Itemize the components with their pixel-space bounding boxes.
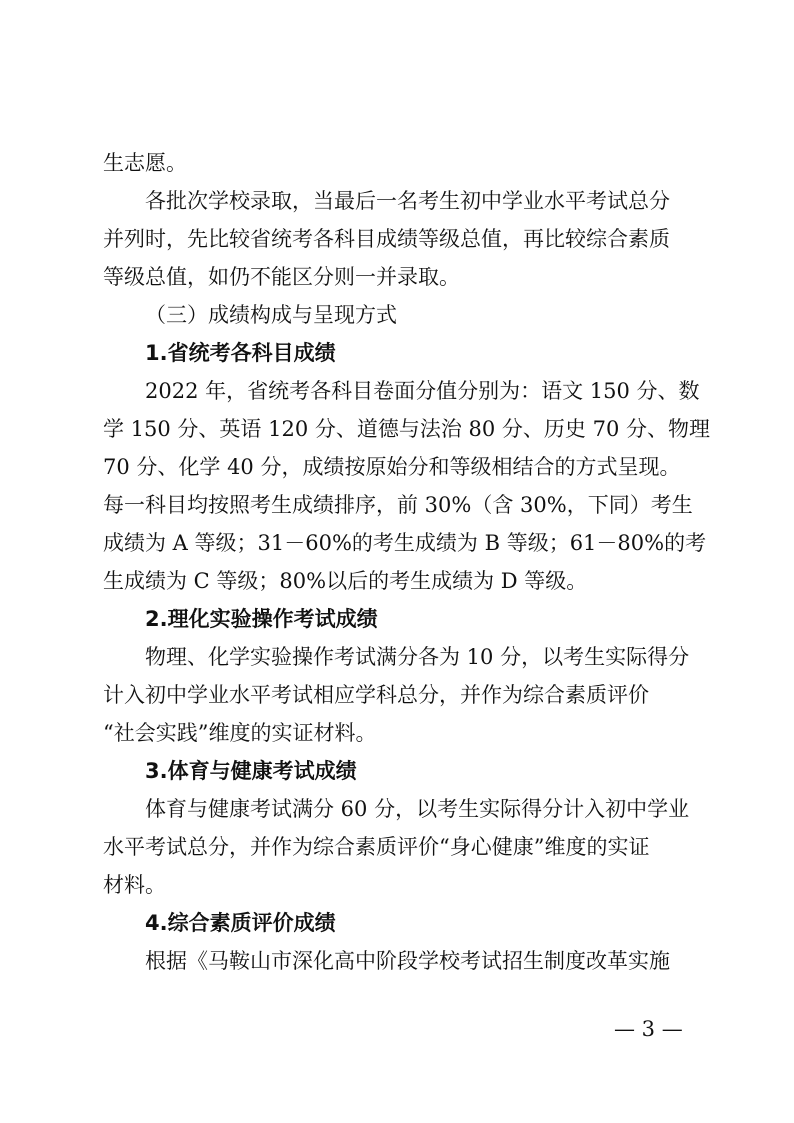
section-heading: （三）成绩构成与呈现方式 [145,303,397,327]
paragraph-line: 水平考试总分，并作为综合素质评价“身心健康”维度的实证 [103,835,650,859]
paragraph-line: 生成绩为 C 等级；80%以后的考生成绩为 D 等级。 [103,569,588,593]
paragraph-line: 生志愿。 [103,151,187,175]
subsection-heading: 1.省统考各科目成绩 [145,341,336,365]
paragraph-line: 各批次学校录取，当最后一名考生初中学业水平考试总分 [145,189,670,213]
paragraph-line: 2022 年，省统考各科目卷面分值分别为：语文 150 分、数 [145,379,700,403]
paragraph-line: “社会实践”维度的实证材料。 [103,721,377,745]
paragraph-line: 根据《马鞍山市深化高中阶段学校考试招生制度改革实施 [145,949,670,973]
paragraph-line: 计入初中学业水平考试相应学科总分，并作为综合素质评价 [103,683,649,707]
paragraph-line: 每一科目均按照考生成绩排序，前 30%（含 30%，下同）考生 [103,493,693,517]
paragraph-line: 体育与健康考试满分 60 分，以考生实际得分计入初中学业 [145,797,690,821]
subsection-heading: 4.综合素质评价成绩 [145,911,336,935]
subsection-heading: 2.理化实验操作考试成绩 [145,607,378,631]
paragraph-line: 学 150 分、英语 120 分、道德与法治 80 分、历史 70 分、物理 [103,417,711,441]
paragraph-line: 物理、化学实验操作考试满分各为 10 分，以考生实际得分 [145,645,690,669]
paragraph-line: 材料。 [103,873,166,897]
page-number: — 3 — [614,1017,683,1041]
paragraph-line: 等级总值，如仍不能区分则一并录取。 [103,265,460,289]
subsection-heading: 3.体育与健康考试成绩 [145,759,357,783]
paragraph-line: 并列时，先比较省统考各科目成绩等级总值，再比较综合素质 [103,227,670,251]
paragraph-line: 70 分、化学 40 分，成绩按原始分和等级相结合的方式呈现。 [103,455,681,479]
paragraph-line: 成绩为 A 等级；31－60%的考生成绩为 B 等级；61－80%的考 [103,531,707,555]
